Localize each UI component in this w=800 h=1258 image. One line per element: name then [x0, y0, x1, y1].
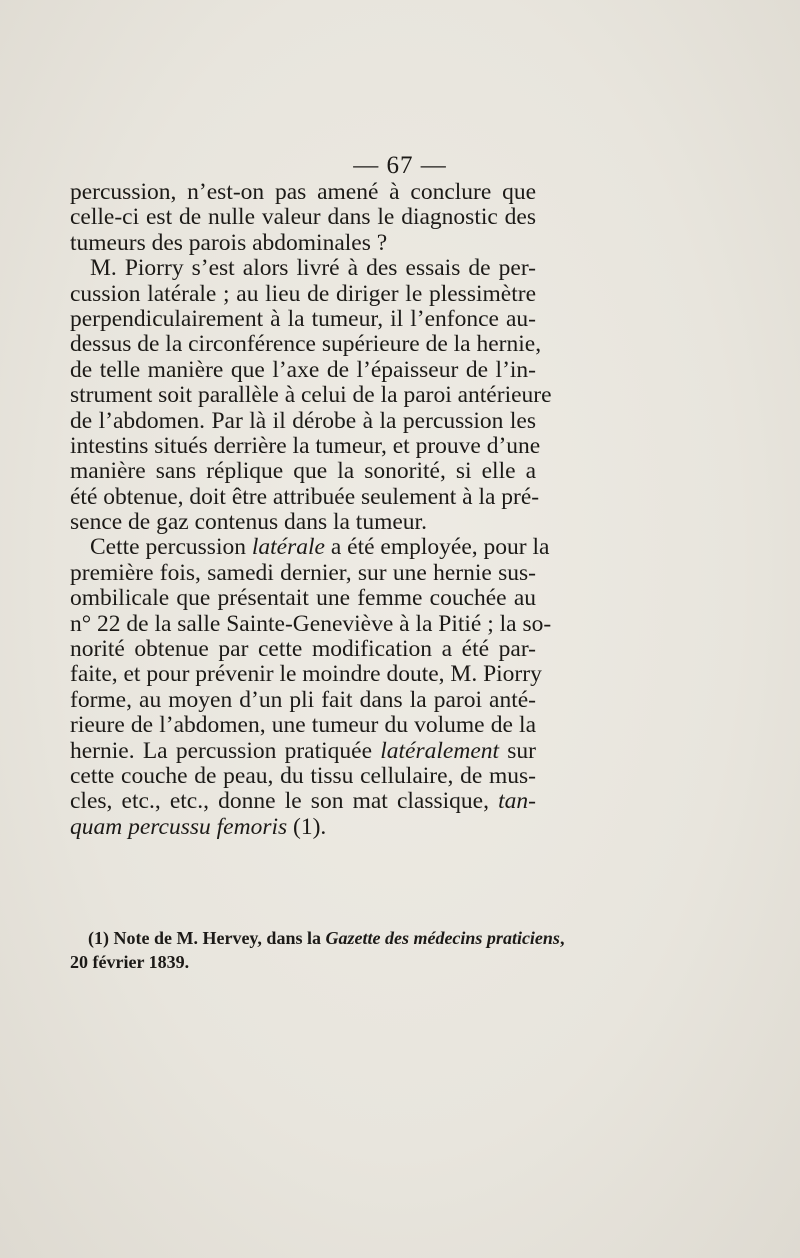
text-line — [70, 586, 536, 611]
text-line — [70, 637, 536, 662]
text-run: perpendiculairement à la tumeur, il l’enfonce au- — [70, 305, 536, 332]
text-run: n° 22 de la salle Sainte-Geneviève à la Pitié ; la so- — [70, 610, 552, 637]
text-run: de telle manière que l’axe de l’épaisseur de l’in- — [70, 356, 536, 383]
text-run: dessus de la circonférence supérieure de la hernie, — [70, 331, 542, 358]
text-line — [70, 409, 536, 434]
text-run: M. Piorry s’est alors livré à des essais de per- — [90, 255, 536, 282]
text-line — [70, 688, 536, 713]
text-line — [70, 815, 536, 840]
text-run: de l’abdomen. Par là il dérobe à la percussion les — [70, 407, 536, 434]
text-line — [70, 459, 536, 484]
text-line — [70, 534, 550, 561]
text-line — [70, 382, 552, 409]
text-run: percussion, n’est-on pas amené à conclure que — [70, 179, 536, 205]
text-run: cette couche de peau, du tissu cellulaire, de mus- — [70, 762, 536, 789]
text-run: rieure de l’abdomen, une tumeur du volume de la — [70, 712, 536, 739]
footnote — [70, 926, 565, 974]
text-run: norité obtenue par cette modification a été par- — [70, 636, 536, 663]
text-run: a été employée, pour la — [324, 534, 550, 561]
text-line — [70, 739, 536, 764]
text-run: manière sans réplique que la sonorité, si elle a — [70, 458, 536, 485]
text-run: (1). — [287, 813, 327, 840]
text-run: Cette percussion — [90, 534, 252, 561]
italic-text: quam percussu femoris — [70, 813, 288, 840]
text-line — [70, 510, 536, 535]
italic-text: latéralement — [380, 737, 500, 764]
text-line — [70, 713, 536, 738]
text-run: celle-ci est de nulle valeur dans le diagnostic des — [70, 204, 536, 231]
text-line — [70, 282, 536, 307]
text-line — [70, 331, 542, 358]
paragraph — [70, 255, 552, 536]
italic-text: latérale — [251, 534, 325, 561]
text-run: , — [559, 928, 565, 948]
text-run: ombilicale que présentait une femme couchée au — [70, 585, 536, 612]
text-line — [70, 307, 536, 332]
italic-text: tan- — [498, 788, 536, 815]
text-run: cles, etc., etc., donne le son mat classique, — [70, 788, 499, 815]
text-run: sence de gaz contenus dans la tumeur. — [70, 509, 427, 536]
text-line — [70, 432, 541, 459]
text-run: strument soit parallèle à celui de la paroi antérieure — [70, 382, 552, 409]
text-run: hernie. La percussion pratiquée — [70, 737, 381, 764]
text-line — [70, 764, 536, 789]
footnote-line — [70, 926, 565, 950]
text-line — [70, 205, 536, 230]
text-run: intestins situés derrière la tumeur, et prouve d’une — [70, 432, 541, 459]
text-run: faite, et pour prévenir le moindre doute, M. Piorry — [70, 661, 542, 688]
text-line — [70, 610, 552, 637]
italic-text: Gazette des médecins praticiens — [325, 928, 560, 948]
text-run: (1) Note de M. Hervey, dans la — [88, 928, 326, 948]
footnote-line — [70, 950, 536, 974]
page-number: — 67 — — [353, 152, 447, 179]
text-run: tumeurs des parois abdominales ? — [70, 229, 388, 256]
text-line — [70, 256, 536, 281]
body-text — [70, 179, 552, 840]
text-run: sur — [499, 737, 536, 764]
text-line — [70, 231, 536, 256]
text-line — [70, 483, 540, 510]
text-line — [70, 358, 536, 383]
text-line — [70, 661, 542, 688]
text-run: 20 février 1839. — [70, 952, 190, 972]
text-run: cussion latérale ; au lieu de diriger le plessimètre — [70, 280, 536, 307]
text-line — [70, 180, 536, 205]
paragraph — [70, 534, 552, 840]
text-run: première fois, samedi dernier, sur une hernie sus- — [70, 559, 536, 586]
text-run: forme, au moyen d’un pli fait dans la paroi anté- — [70, 686, 536, 713]
text-line — [70, 789, 536, 814]
text-line — [70, 561, 536, 586]
text-run: été obtenue, doit être attribuée seulement à la pré- — [70, 483, 540, 510]
paragraph — [70, 180, 536, 256]
